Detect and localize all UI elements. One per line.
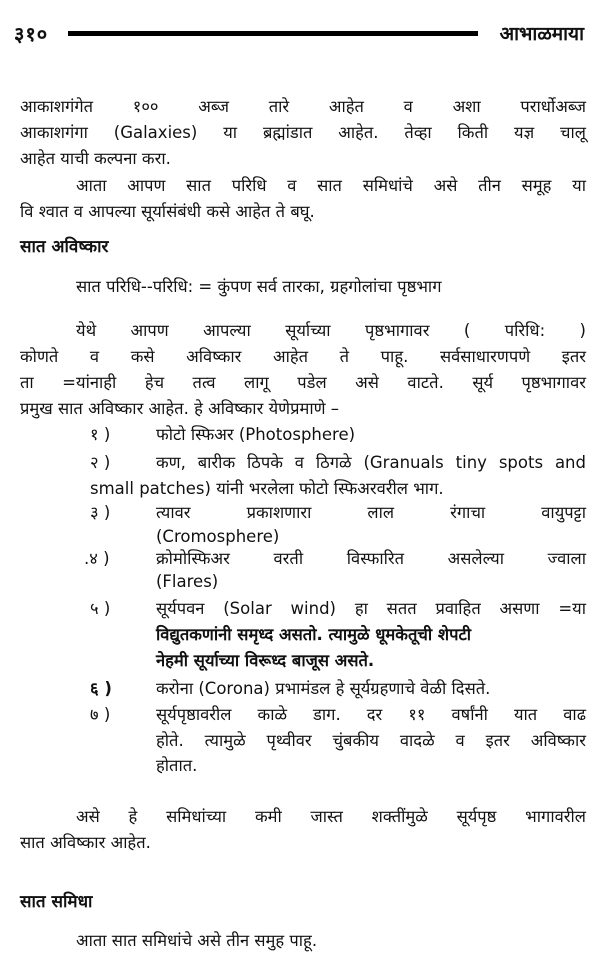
list-item-text: फोटो स्फिअर (Photosphere) — [156, 425, 356, 444]
intro-line-1: आकाशगंगेत १०० अब्ज तारे आहेत व अशा परार्धोअब्ज — [20, 97, 586, 116]
list-item-text: कण, बारीक ठिपके व ठिगळे (Granuals tiny spots and — [156, 453, 586, 472]
closing-line-2: सात अविष्कार आहेत. — [20, 833, 151, 852]
intro-line-2: आकाशगंगा (Galaxies) या ब्रह्मांडात आहेत. तेव्हा किती यज्ञ चालू — [20, 123, 586, 142]
list-item-continuation: होते. त्यामुळे पृथ्वीवर चुंबकीय वादळे व इतर अविष्कार — [156, 731, 586, 750]
section-heading-sat-samidha: सात समिधा — [20, 892, 93, 912]
list-item-continuation: (Flares) — [156, 572, 219, 591]
intro-line-4: आता आपण सात परिधि व सात समिधांचे असे तीन समूह या — [76, 176, 586, 195]
para-line-4: प्रमुख सात अविष्कार आहेत. हे अविष्कार येणेप्रमाणे – — [20, 399, 340, 418]
list-item-number: ३ ) — [90, 503, 111, 522]
list-item-number: ५ ) — [90, 599, 111, 618]
section-heading-sat-avishkar: सात अविष्कार — [20, 237, 109, 257]
para-line-2: कोणते व कसे अविष्कार आहेत ते पाहू. सर्वसाधारणपणे इतर — [20, 347, 586, 366]
list-item-continuation: नेहमी सूर्याच्या विरूध्द बाजूस असते. — [156, 651, 375, 670]
list-item-text: क्रोमोस्फिअर वरती विस्फारित असलेल्या ज्वाला — [156, 549, 586, 568]
list-item-number: ६ ) — [90, 679, 112, 698]
intro-line-5: वि श्वात व आपल्या सूर्यासंबंधी कसे आहेत ते बघू. — [20, 202, 315, 221]
list-item-number: ७ ) — [90, 705, 111, 724]
list-item-number: .४ ) — [84, 549, 110, 568]
intro-line-3: आहेत याची कल्पना करा. — [20, 149, 171, 168]
section2-line-1: आता सात समिधांचे असे तीन समुह पाहू. — [76, 931, 318, 950]
list-item-text: करोना (Corona) प्रभामंडल हे सूर्यग्रहणाचे वेळी दिसते. — [156, 679, 491, 698]
list-item-number: २ ) — [90, 453, 111, 472]
page-header — [0, 0, 600, 52]
list-item-number: १ ) — [90, 425, 111, 444]
para-line-3: ता =यांनाही हेच तत्व लागू पडेल असे वाटते. सूर्य पृष्ठभागावर — [20, 373, 586, 392]
header-rule — [68, 31, 478, 36]
list-item-continuation: होतात. — [156, 756, 198, 775]
list-item-text: त्यावर प्रकाशणारा लाल रंगाचा वायुपट्टा — [156, 503, 586, 522]
running-title: आभाळमाया — [499, 23, 584, 45]
list-item-continuation: विद्युतकणांनी समृध्द असतो. त्यामुळे धूमकेतूची शेपटी — [156, 625, 472, 644]
closing-line-1: असे हे समिधांच्या कमी जास्त शक्तींमुळे सूर्यपृष्ठ भागावरील — [76, 807, 586, 826]
list-item-text: सूर्यपवन (Solar wind) हा सतत प्रवाहित असणा =या — [156, 599, 586, 618]
list-item-continuation: small patches) यांनी भरलेला फोटो स्फिअरवरील भाग. — [90, 479, 444, 498]
definition-line: सात परिधि--परिधि: = कुंपण सर्व तारका, ग्रहगोलांचा पृष्ठभाग — [76, 277, 442, 296]
list-item-text: सूर्यपृष्ठावरील काळे डाग. दर ११ वर्षांनी यात वाढ — [156, 705, 586, 724]
para-line-1: येथे आपण आपल्या सूर्याच्या पृष्ठभागावर ( परिधि: ) — [76, 321, 586, 340]
list-item-continuation: (Cromosphere) — [156, 527, 280, 546]
page-number: ३१० — [14, 22, 49, 46]
